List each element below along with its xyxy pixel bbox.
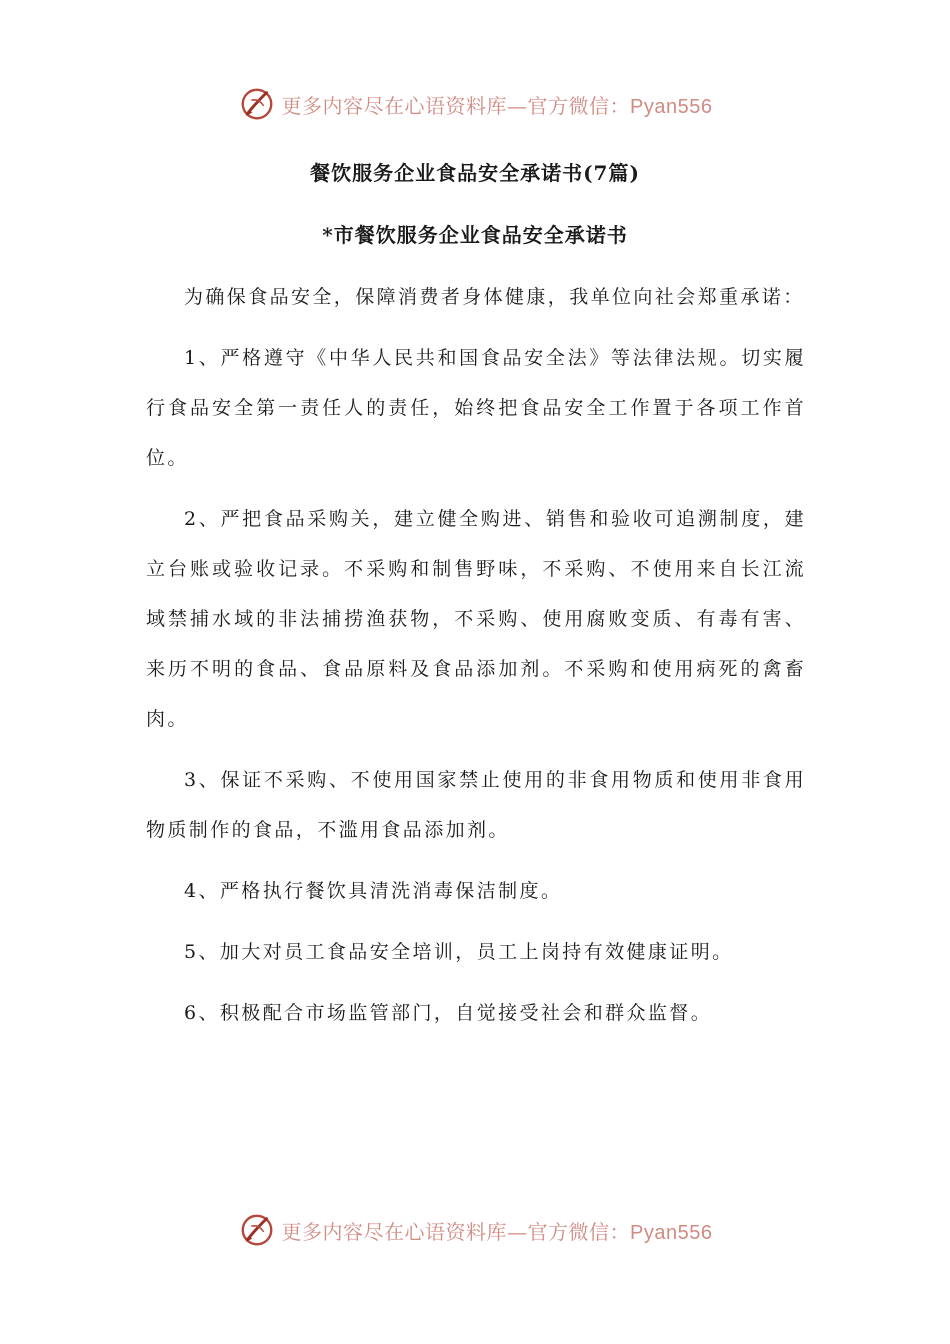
- header-banner: [0, 82, 950, 126]
- banner-label: 更多内容尽在心语资料库—官方微信：: [281, 1219, 631, 1244]
- document-title: 餐饮服务企业食品安全承诺书(7篇): [310, 161, 640, 185]
- banner-label: 更多内容尽在心语资料库—官方微信：: [281, 93, 631, 118]
- paragraph-item-4: 4、严格执行餐饮具清洗消毒保洁制度。: [184, 880, 563, 902]
- paragraph-item-2: 2、严把食品采购关，建立健全购进、销售和验收可追溯制度，建立台账或验收记录。不采购和制售野味，不采购、不使用来自长江流域禁捕水域的非法捕捞渔获物，不采购、使用腐败变质、有毒有害、来历不明的食品、食品原料及食品添加剂。不采购和使用病死的禽畜肉。: [146, 508, 806, 730]
- paragraph-item-5: 5、加大对员工食品安全培训，员工上岗持有效健康证明。: [184, 941, 734, 963]
- document-subtitle: *市餐饮服务企业食品安全承诺书: [322, 223, 628, 247]
- document-body: [146, 272, 806, 1049]
- paragraph-item-6: 6、积极配合市场监管部门，自觉接受社会和群众监督。: [184, 1002, 713, 1024]
- wechat-id: Pyan556: [630, 95, 713, 118]
- banner-text: [282, 90, 713, 119]
- paragraph-item-1: 1、严格遵守《中华人民共和国食品安全法》等法律法规。切实履行食品安全第一责任人的责任，始终把食品安全工作置于各项工作首位。: [146, 347, 806, 469]
- paragraph-item-3: 3、保证不采购、不使用国家禁止使用的非食用物质和使用非食用物质制作的食品，不滥用食品添加剂。: [146, 769, 806, 841]
- pen-brush-logo-icon: [238, 1211, 276, 1249]
- banner-text: [282, 1216, 713, 1245]
- paragraph-intro: 为确保食品安全，保障消费者身体健康，我单位向社会郑重承诺：: [184, 286, 805, 308]
- footer-banner: [0, 1208, 950, 1252]
- wechat-id: Pyan556: [630, 1221, 713, 1244]
- pen-brush-logo-icon: [238, 85, 276, 123]
